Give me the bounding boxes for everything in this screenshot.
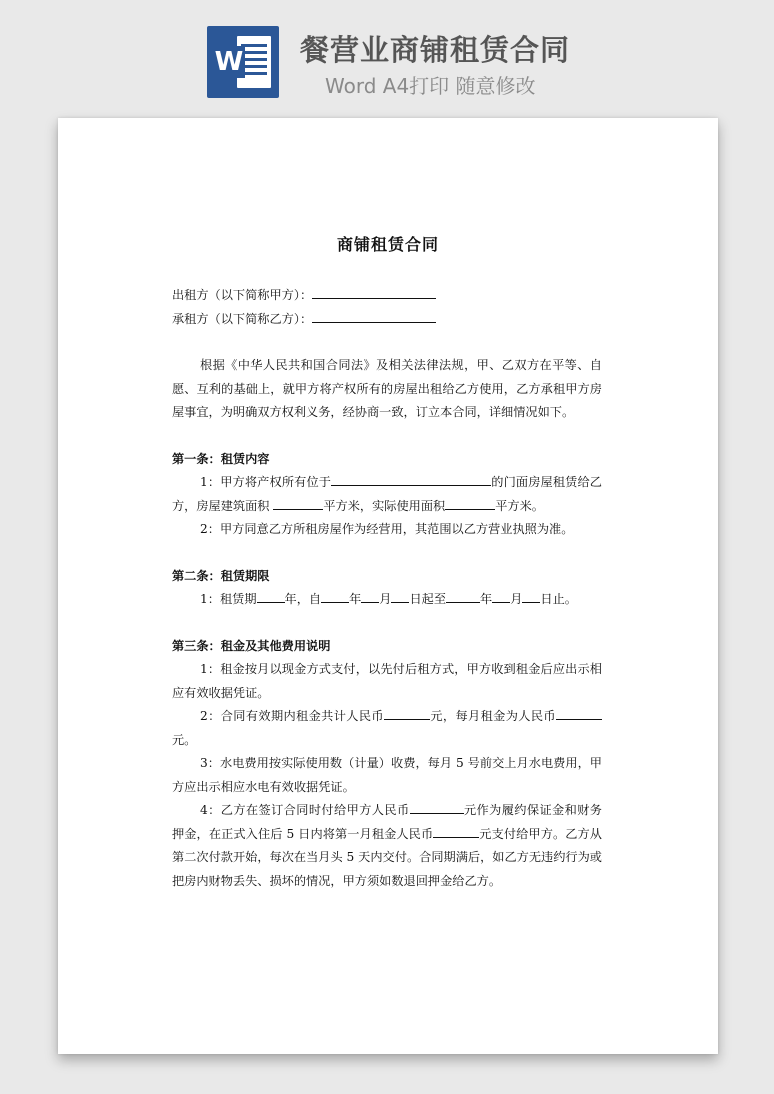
clause-text: 日起至 bbox=[409, 592, 447, 606]
article3-heading: 第三条：租金及其他费用说明 bbox=[172, 638, 331, 653]
lessee-line bbox=[172, 308, 602, 332]
preamble-paragraph: 根据《中华人民共和国合同法》及相关法律法规，甲、乙双方在平等、自愿、互利的基础上，就甲方将产权所有的房屋出租给乙方使用，乙方承租甲方房屋事宜，为明确双方权利义务，经协商一致，订立本合同，详细情况如下。 bbox=[172, 358, 602, 419]
clause-text: 2：合同有效期内租金共计人民币 bbox=[200, 709, 384, 723]
location-blank[interactable] bbox=[331, 473, 491, 486]
start-day-blank[interactable] bbox=[391, 590, 409, 603]
article3-clause1: 1：租金按月以现金方式支付，以先付后租方式，甲方收到租金后应出示相应有效收据凭证。 bbox=[172, 662, 602, 700]
lessor-label: 出租方（以下简称甲方）： bbox=[172, 288, 313, 302]
lessor-line bbox=[172, 284, 602, 308]
end-month-blank[interactable] bbox=[492, 590, 510, 603]
clause-text: 1：甲方将产权所有位于 bbox=[200, 475, 332, 489]
spacer bbox=[172, 331, 602, 354]
usable-area-blank[interactable] bbox=[445, 497, 495, 510]
start-month-blank[interactable] bbox=[361, 590, 379, 603]
clause-text: 1：租赁期 bbox=[200, 592, 257, 606]
article1-clause1 bbox=[172, 471, 602, 518]
end-year-blank[interactable] bbox=[446, 590, 480, 603]
clause-text: 年，自 bbox=[284, 592, 322, 606]
clause-text: 4：乙方在签订合同时付给甲方人民币 bbox=[200, 803, 410, 817]
clause-text: 平方米，实际使用面积 bbox=[323, 498, 446, 513]
word-document-icon bbox=[207, 26, 279, 98]
article1-heading: 第一条：租赁内容 bbox=[172, 451, 270, 466]
spacer bbox=[172, 612, 602, 635]
article3-clause2 bbox=[172, 705, 602, 752]
article2-clause1 bbox=[172, 588, 602, 612]
article3-clause3: 3：水电费用按实际使用数（计量）收费，每月 5 号前交上月水电费用，甲方应出示相应水电有效收据凭证。 bbox=[172, 756, 602, 794]
header-subtitle: Word A4打印 随意修改 bbox=[325, 74, 536, 98]
document-body bbox=[172, 284, 602, 893]
total-rent-blank[interactable] bbox=[384, 707, 430, 720]
clause-text: 元支付给甲方。乙方从第二次付款开始，每次在当月头 5 天内交付。合同期满后，如乙方无违约行为或把房内财物丢失、损坏的情况，甲方须如数退回押金给乙方。 bbox=[172, 826, 602, 888]
clause-text: 元作为履约保证金和财务押金，在正式入住后 5 日内将第一月租金人民币 bbox=[172, 803, 602, 841]
clause-text: 的门面房屋租赁给乙方，房屋建筑面积 bbox=[172, 475, 602, 513]
clause-text: 元，每月租金为人民币 bbox=[430, 709, 556, 723]
preview-header bbox=[0, 0, 774, 118]
spacer bbox=[172, 542, 602, 565]
header-title: 餐营业商铺租赁合同 bbox=[300, 33, 571, 67]
end-day-blank[interactable] bbox=[522, 590, 540, 603]
start-year-blank[interactable] bbox=[321, 590, 349, 603]
clause-text: 日止。 bbox=[540, 592, 577, 606]
spacer bbox=[172, 425, 602, 448]
first-rent-blank[interactable] bbox=[433, 825, 479, 838]
deposit-blank[interactable] bbox=[410, 801, 464, 814]
article3-clause4 bbox=[172, 799, 602, 893]
document-page bbox=[58, 118, 718, 1054]
building-area-blank[interactable] bbox=[273, 497, 323, 510]
lessor-blank[interactable] bbox=[312, 286, 436, 299]
clause-text: 年 bbox=[349, 592, 362, 606]
clause-text: 月 bbox=[510, 592, 523, 606]
clause-text: 元。 bbox=[172, 732, 197, 747]
monthly-rent-blank[interactable] bbox=[556, 707, 602, 720]
clause-text: 年 bbox=[480, 592, 493, 606]
word-icon-letter: W bbox=[214, 47, 244, 77]
lessee-label: 承租方（以下简称乙方）： bbox=[172, 311, 313, 326]
clause-text: 平方米。 bbox=[495, 498, 544, 513]
lessee-blank[interactable] bbox=[312, 310, 436, 323]
document-title: 商铺租赁合同 bbox=[336, 235, 439, 254]
term-years-blank[interactable] bbox=[257, 590, 285, 603]
clause-text: 月 bbox=[379, 592, 392, 606]
article2-heading: 第二条：租赁期限 bbox=[172, 568, 270, 583]
article1-clause2: 2：甲方同意乙方所租房屋作为经营用，其范围以乙方营业执照为准。 bbox=[200, 522, 574, 536]
